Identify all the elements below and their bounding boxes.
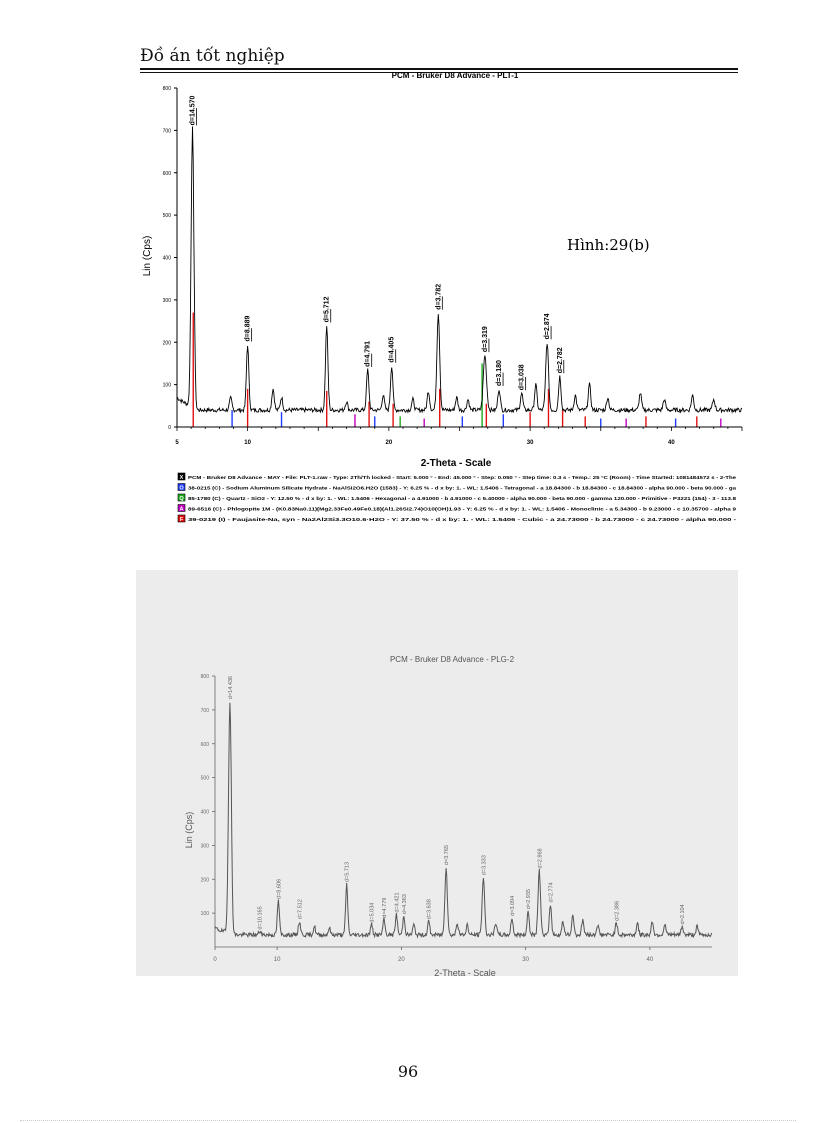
- chart2-peak-label: d=3.333: [481, 855, 488, 876]
- chart2-x-axis-label: 2-Theta - Scale: [434, 968, 496, 978]
- chart1-y-tick-label: 300: [162, 297, 171, 304]
- chart1-y-tick-label: 500: [162, 213, 171, 220]
- page-bottom-dotted-rule: [20, 1120, 796, 1121]
- chart1-peak-label-text: d=2.782: [556, 347, 564, 374]
- chart2-peak-label: d=3.094: [509, 895, 516, 916]
- chart2-peak-label: d=2.104: [680, 904, 687, 925]
- chart2-peak-label: d=4.779: [381, 897, 388, 918]
- chart2-peak-label: d=5.034: [369, 902, 376, 923]
- chart1-peak-label: [389, 337, 396, 363]
- chart1-peak-label-text: d=8.889: [244, 315, 252, 342]
- chart1-y-tick-label: 100: [162, 382, 171, 389]
- chart1-y-tick-label: 700: [162, 128, 171, 135]
- chart2-x-tick-label: 0: [213, 957, 217, 963]
- chart2-peak-label: d=14.436: [227, 676, 234, 700]
- chart2-peak-label: d=10.165: [257, 906, 264, 930]
- chart2-y-axis-label: Lin (Cps): [184, 811, 194, 849]
- chart2-peak-label: d=2.935: [526, 889, 533, 910]
- chart1-peak-label-text: d=3.180: [496, 360, 504, 386]
- chart2-y-tick-label: 800: [200, 674, 209, 680]
- chart1-peak-label-text: d=14.570: [189, 95, 197, 126]
- chart1-peak-label: [482, 326, 489, 352]
- chart2-peak-label: d=2.386: [614, 900, 621, 921]
- chart1-x-tick-label: 30: [526, 440, 534, 446]
- chart1-peak-label-text: d=4.791: [364, 341, 372, 367]
- chart1-pattern-line: [177, 126, 742, 412]
- chart1-y-tick-label: 0: [168, 425, 171, 431]
- page-number: 96: [397, 1062, 419, 1081]
- chart2-y-tick-label: 400: [200, 809, 209, 816]
- chart1-x-axis-label: 2-Theta - Scale: [420, 458, 492, 469]
- legend-entry: 38-0215 (C) - Sodium Aluminum Silicate Hydrate - NaAlSi2O6.H2O (1583) - Y: 6.25 % - d x by: 1. - WL: 1.5406 - Tetragonal - a 18.84300 - b 18.84300 - c 18.84300 - alpha 90.000 - beta 90.000 - ga: [188, 485, 737, 491]
- chart1-peak-label-text: d=3.319: [481, 326, 489, 353]
- chart1-peak-label: [519, 364, 526, 390]
- chart1-peak-label-text: d=3.782: [435, 283, 443, 310]
- legend-mark: Q: [179, 496, 184, 502]
- chart1-peak-label-text: d=3.038: [518, 364, 526, 391]
- chart2-y-tick-label: 100: [200, 911, 209, 918]
- chart2-x-tick-label: 20: [398, 957, 405, 963]
- chart1-peak-label: [557, 347, 564, 373]
- page-header-title: Đồ án tốt nghiệp: [140, 46, 285, 66]
- chart2-x-tick-label: 40: [646, 957, 654, 963]
- legend-mark: F: [179, 517, 184, 523]
- chart1-peak-label: [544, 313, 551, 339]
- chart1-y-tick-label: 200: [162, 340, 171, 347]
- chart1-peak-label: [190, 95, 197, 125]
- chart1-y-tick-label: 400: [162, 255, 171, 262]
- chart1-peak-label: [496, 360, 503, 386]
- xrd-chart-plt1: [0, 0, 816, 560]
- legend-mark: O: [179, 485, 184, 492]
- legend-entry: 39-0219 (I) - Faujasite-Na, syn - Na2Al2Si3.3O10.6·H2O - Y: 37.50 % - d x by: 1. - WL: 1.5406 - Cubic - a 24.73000 - b 24.73000 - c 24.73000 - alpha 90.000 -: [188, 517, 737, 522]
- chart1-title: PCM - Bruker D8 Advance - PLT-1: [391, 71, 519, 80]
- chart2-peak-label: d=7.512: [297, 899, 304, 920]
- chart1-peak-label: [324, 296, 331, 322]
- chart2-x-tick-label: 30: [522, 957, 529, 963]
- chart1-y-tick-label: 800: [162, 86, 171, 92]
- chart2-y-tick-label: 200: [200, 877, 209, 884]
- chart2-y-tick-label: 700: [200, 707, 209, 714]
- chart1-x-tick-label: 5: [175, 440, 179, 446]
- chart2-y-tick-label: 600: [200, 741, 209, 748]
- chart2-y-tick-label: 300: [200, 843, 209, 850]
- chart1-peak-label: [435, 284, 442, 310]
- chart1-y-tick-label: 600: [162, 170, 171, 177]
- chart2-peak-label: d=5.713: [344, 861, 351, 883]
- chart2-peak-label: d=2.774: [548, 882, 555, 903]
- chart2-peak-label: d=3.638: [426, 899, 433, 920]
- chart1-x-tick-label: 20: [385, 440, 393, 446]
- chart2-title: PCM - Bruker D8 Advance - PLG-2: [389, 655, 515, 664]
- chart1-peak-label: [365, 341, 372, 367]
- chart2-peak-label: d=3.765: [444, 845, 451, 866]
- chart1-peak-label-text: d=2.874: [544, 313, 552, 340]
- chart1-peak-label-text: d=4.405: [388, 336, 396, 363]
- scanned-chart-photo: [136, 570, 738, 976]
- legend-entry: PCM - Bruker D8 Advance - MAY - File: PLT-1.raw - Type: 2Th/Th locked - Start: 5.000 ° - End: 45.000 ° - Step: 0.050 ° - Step time: 0.3 s - Temp.: 25 °C (Room) - Time Started: 1081484572 s - 2-The: [188, 475, 737, 480]
- chart2-peak-label: d=4.363: [401, 894, 408, 915]
- legend-mark: A: [179, 506, 184, 513]
- chart1-y-axis-label: Lin (Cps): [142, 235, 153, 277]
- chart2-peak-label: d=2.868: [537, 848, 544, 869]
- legend-entry: 89-6516 (C) - Phlogopite 1M - (K0.83Na0.11)(Mg2.33Fe0.49Fe0.18)(Al1.26Si2.74)O10(OH)1.93 - Y: 6.25 % - d x by: 1. - WL: 1.5406 - Monoclinic - a 5.34300 - b 9.23000 - c 10.35700 - alpha 9: [188, 506, 737, 512]
- chart1-peak-label: [245, 315, 252, 341]
- chart1-peak-label-text: d=5.712: [323, 296, 331, 323]
- chart2-peak-label: d=8.606: [276, 878, 283, 899]
- chart2-y-tick-label: 500: [200, 775, 209, 782]
- figure-caption: Hình:29(b): [567, 236, 650, 254]
- chart1-x-tick-label: 10: [244, 440, 251, 446]
- legend-mark: X: [179, 475, 184, 481]
- chart2-x-tick-label: 10: [273, 957, 281, 963]
- legend-entry: 85-1780 (C) - Quartz - SiO2 - Y: 12.50 % - d x by: 1. - WL: 1.5406 - Hexagonal - a 4.91000 - b 4.91000 - c 5.40000 - alpha 90.000 - beta 90.000 - gamma 120.000 - Primitive - P3221 (154) - 3 - 113.8: [188, 496, 737, 501]
- chart2-peak-label: d=4.421: [394, 892, 401, 913]
- chart1-x-tick-label: 40: [668, 440, 675, 446]
